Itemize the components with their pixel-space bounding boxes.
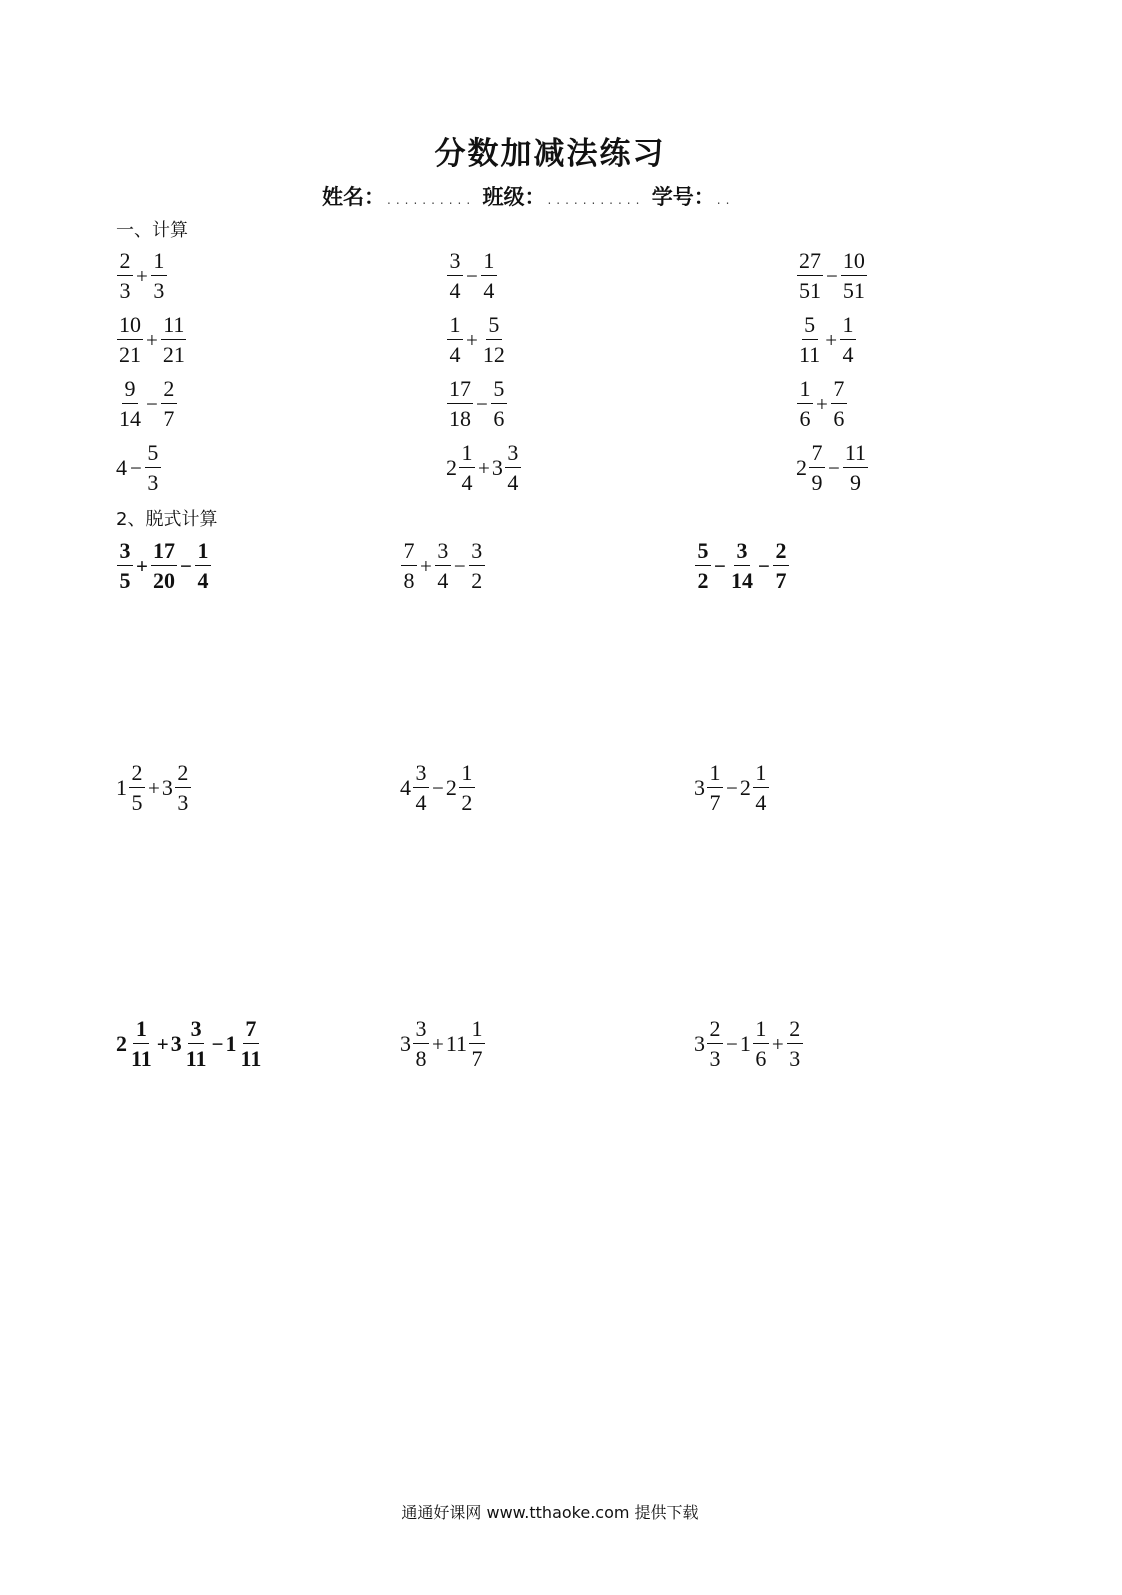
numerator: 3 xyxy=(469,540,485,566)
fraction xyxy=(413,762,429,814)
fraction xyxy=(145,442,161,494)
denominator: 5 xyxy=(131,790,143,815)
operator: − xyxy=(130,455,142,480)
fraction xyxy=(161,378,177,430)
denominator: 4 xyxy=(197,568,209,593)
denominator: 5 xyxy=(119,568,131,593)
operator: − xyxy=(828,455,840,480)
name-blank: .......... xyxy=(387,193,476,207)
numerator: 7 xyxy=(401,540,417,566)
denominator: 20 xyxy=(152,568,175,593)
fraction xyxy=(459,442,475,494)
fraction xyxy=(505,442,521,494)
operator: + xyxy=(148,775,160,800)
numerator: 3 xyxy=(413,762,429,788)
numerator: 5 xyxy=(145,442,161,468)
fraction xyxy=(239,1018,264,1070)
fraction xyxy=(195,540,211,592)
calc-problem xyxy=(446,438,522,498)
denominator: 11 xyxy=(131,1046,152,1071)
denominator: 7 xyxy=(471,1046,483,1071)
fraction xyxy=(481,314,507,366)
whole-number: 2 xyxy=(739,775,751,800)
fraction xyxy=(809,442,825,494)
fraction xyxy=(459,762,475,814)
numerator: 3 xyxy=(505,442,521,468)
fraction xyxy=(797,314,822,366)
operator: + xyxy=(466,327,478,352)
denominator: 11 xyxy=(799,342,821,367)
calc-problem xyxy=(446,246,498,306)
denominator: 8 xyxy=(415,1046,427,1071)
calc-problem xyxy=(796,246,868,306)
fraction xyxy=(469,1018,485,1070)
denominator: 3 xyxy=(789,1046,801,1071)
student-info-line xyxy=(322,181,734,211)
operator: − xyxy=(432,775,444,800)
denominator: 6 xyxy=(493,406,505,431)
fraction xyxy=(401,540,417,592)
operator: − xyxy=(476,391,488,416)
fraction xyxy=(797,250,823,302)
operator: + xyxy=(771,1031,784,1056)
student-id-blank: .. xyxy=(716,193,735,207)
denominator: 8 xyxy=(403,568,415,593)
operator: + xyxy=(816,391,828,416)
student-id-label: 学号： xyxy=(651,185,715,209)
denominator: 14 xyxy=(119,406,141,431)
fraction xyxy=(695,540,711,592)
operator: − xyxy=(453,553,466,578)
denominator: 3 xyxy=(709,1046,721,1071)
numerator: 3 xyxy=(447,250,463,276)
fraction xyxy=(117,540,133,592)
operator: + xyxy=(478,455,490,480)
fraction xyxy=(151,540,177,592)
whole-number: 3 xyxy=(170,1031,182,1056)
fraction xyxy=(447,378,473,430)
whole-number: 3 xyxy=(491,455,503,480)
fraction xyxy=(447,314,463,366)
calc-problem xyxy=(446,374,508,434)
operator: + xyxy=(136,553,148,578)
operator: − xyxy=(146,391,158,416)
name-label: 姓名： xyxy=(322,185,385,209)
fraction xyxy=(753,762,769,814)
numerator: 1 xyxy=(195,540,211,566)
calc-problem xyxy=(116,438,162,498)
denominator: 9 xyxy=(849,470,861,495)
operator: − xyxy=(757,553,770,578)
denominator: 2 xyxy=(461,790,473,815)
numerator: 1 xyxy=(481,250,497,276)
numerator: 5 xyxy=(491,378,507,404)
denominator: 11 xyxy=(240,1046,262,1071)
operator: − xyxy=(726,775,738,800)
denominator: 6 xyxy=(799,406,811,431)
numerator: 10 xyxy=(841,250,867,276)
fraction xyxy=(707,762,723,814)
fraction xyxy=(129,762,145,814)
whole-number: 3 xyxy=(694,775,705,800)
denominator: 4 xyxy=(461,470,473,495)
whole-number: 3 xyxy=(694,1031,705,1056)
calc-problem xyxy=(116,310,188,370)
numerator: 2 xyxy=(773,540,789,566)
numerator: 11 xyxy=(843,442,868,468)
fraction xyxy=(840,314,856,366)
fraction xyxy=(773,540,789,592)
whole-number: 3 xyxy=(161,775,173,800)
fraction xyxy=(413,1018,429,1070)
denominator: 4 xyxy=(755,790,767,815)
denominator: 12 xyxy=(482,342,505,367)
step-calc-problem xyxy=(400,1014,486,1074)
footer-source: 通通好课网 www.tthaoke.com 提供下载 xyxy=(401,1503,699,1522)
denominator: 2 xyxy=(697,568,709,593)
fraction xyxy=(161,314,187,366)
denominator: 21 xyxy=(162,342,185,367)
denominator: 51 xyxy=(842,278,865,303)
denominator: 4 xyxy=(483,278,495,303)
numerator: 7 xyxy=(809,442,825,468)
denominator: 9 xyxy=(811,470,823,495)
fraction xyxy=(787,1018,803,1070)
denominator: 21 xyxy=(119,342,141,367)
calc-problem xyxy=(116,246,168,306)
step-calc-problem xyxy=(400,536,486,596)
numerator: 2 xyxy=(117,250,133,276)
numerator: 9 xyxy=(122,378,138,404)
denominator: 7 xyxy=(163,406,175,431)
denominator: 6 xyxy=(833,406,845,431)
fraction xyxy=(797,378,813,430)
denominator: 18 xyxy=(449,406,471,431)
fraction xyxy=(117,378,143,430)
numerator: 1 xyxy=(447,314,463,340)
numerator: 3 xyxy=(734,540,750,566)
numerator: 3 xyxy=(413,1018,429,1044)
numerator: 11 xyxy=(161,314,186,340)
class-label: 班级： xyxy=(482,185,546,209)
step-calc-problem xyxy=(694,536,790,596)
whole-number: 2 xyxy=(796,455,807,480)
fraction xyxy=(841,250,867,302)
whole-number: 2 xyxy=(446,455,457,480)
denominator: 4 xyxy=(507,470,519,495)
fraction xyxy=(117,250,133,302)
step-calc-problem xyxy=(694,758,770,818)
denominator: 2 xyxy=(471,568,483,593)
numerator: 3 xyxy=(188,1018,204,1044)
numerator: 5 xyxy=(486,314,502,340)
denominator: 51 xyxy=(799,278,821,303)
fraction xyxy=(117,314,143,366)
fraction xyxy=(435,540,451,592)
page-title: 分数加减法练习 xyxy=(434,136,666,172)
calc-problem xyxy=(796,310,857,370)
fraction xyxy=(175,762,191,814)
numerator: 10 xyxy=(117,314,143,340)
fraction xyxy=(843,442,868,494)
calc-problem xyxy=(116,374,178,434)
calc-problem xyxy=(796,374,848,434)
class-blank: ........... xyxy=(547,193,645,207)
numerator: 17 xyxy=(151,540,177,566)
section-2-heading: 2、脱式计算 xyxy=(116,509,218,530)
whole-number: 2 xyxy=(116,1031,127,1056)
numerator: 5 xyxy=(695,540,711,566)
numerator: 2 xyxy=(787,1018,803,1044)
numerator: 5 xyxy=(802,314,818,340)
step-calc-problem xyxy=(116,536,212,596)
whole-number: 3 xyxy=(400,1031,411,1056)
step-calc-problem xyxy=(116,758,192,818)
fraction xyxy=(184,1018,209,1070)
numerator: 17 xyxy=(447,378,473,404)
numerator: 1 xyxy=(840,314,856,340)
denominator: 4 xyxy=(449,278,461,303)
operator: + xyxy=(420,553,432,578)
numerator: 2 xyxy=(175,762,191,788)
fraction xyxy=(729,540,755,592)
denominator: 4 xyxy=(437,568,449,593)
fraction xyxy=(447,250,463,302)
numerator: 7 xyxy=(243,1018,259,1044)
calc-problem xyxy=(446,310,508,370)
numerator: 2 xyxy=(129,762,145,788)
numerator: 2 xyxy=(707,1018,723,1044)
numerator: 27 xyxy=(797,250,823,276)
numerator: 1 xyxy=(753,762,769,788)
numerator: 3 xyxy=(117,540,133,566)
fraction xyxy=(129,1018,154,1070)
denominator: 4 xyxy=(415,790,427,815)
whole-number: 2 xyxy=(445,775,457,800)
step-calc-problem xyxy=(400,758,476,818)
operator: + xyxy=(825,327,838,352)
operator: − xyxy=(826,263,838,288)
numerator: 1 xyxy=(707,762,723,788)
denominator: 14 xyxy=(730,568,753,593)
numerator: 1 xyxy=(459,442,475,468)
operator: − xyxy=(726,1031,738,1056)
numerator: 1 xyxy=(753,1018,769,1044)
denominator: 3 xyxy=(119,278,131,303)
whole-number: 1 xyxy=(739,1031,751,1056)
operator: − xyxy=(466,263,478,288)
whole-number: 1 xyxy=(116,775,127,800)
operator: + xyxy=(432,1031,444,1056)
numerator: 1 xyxy=(459,762,475,788)
whole-number: 4 xyxy=(400,775,411,800)
denominator: 4 xyxy=(842,342,854,367)
numerator: 3 xyxy=(435,540,451,566)
denominator: 3 xyxy=(147,470,159,495)
numerator: 1 xyxy=(133,1018,149,1044)
fraction xyxy=(481,250,497,302)
operator: + xyxy=(156,1031,169,1056)
numerator: 1 xyxy=(151,250,167,276)
step-calc-problem xyxy=(694,1014,804,1074)
operator: + xyxy=(136,263,148,288)
operator: − xyxy=(714,553,726,578)
whole-number: 1 xyxy=(225,1031,237,1056)
numerator: 1 xyxy=(469,1018,485,1044)
fraction xyxy=(707,1018,723,1070)
denominator: 3 xyxy=(153,278,165,303)
fraction xyxy=(831,378,847,430)
fraction xyxy=(753,1018,769,1070)
whole-number: 11 xyxy=(445,1031,468,1056)
fraction xyxy=(491,378,507,430)
section-1-heading: 一、计算 xyxy=(116,220,188,241)
denominator: 11 xyxy=(185,1046,207,1071)
fraction xyxy=(151,250,167,302)
numerator: 7 xyxy=(831,378,847,404)
denominator: 4 xyxy=(449,342,461,367)
denominator: 7 xyxy=(709,790,721,815)
operator: − xyxy=(211,1031,224,1056)
numerator: 1 xyxy=(797,378,813,404)
calc-problem xyxy=(796,438,869,498)
denominator: 7 xyxy=(775,568,787,593)
operator: + xyxy=(146,327,158,352)
numerator: 2 xyxy=(161,378,177,404)
operator: − xyxy=(179,553,192,578)
step-calc-problem xyxy=(116,1014,264,1074)
denominator: 6 xyxy=(755,1046,767,1071)
fraction xyxy=(469,540,485,592)
whole-number: 4 xyxy=(116,455,127,480)
denominator: 3 xyxy=(177,790,189,815)
